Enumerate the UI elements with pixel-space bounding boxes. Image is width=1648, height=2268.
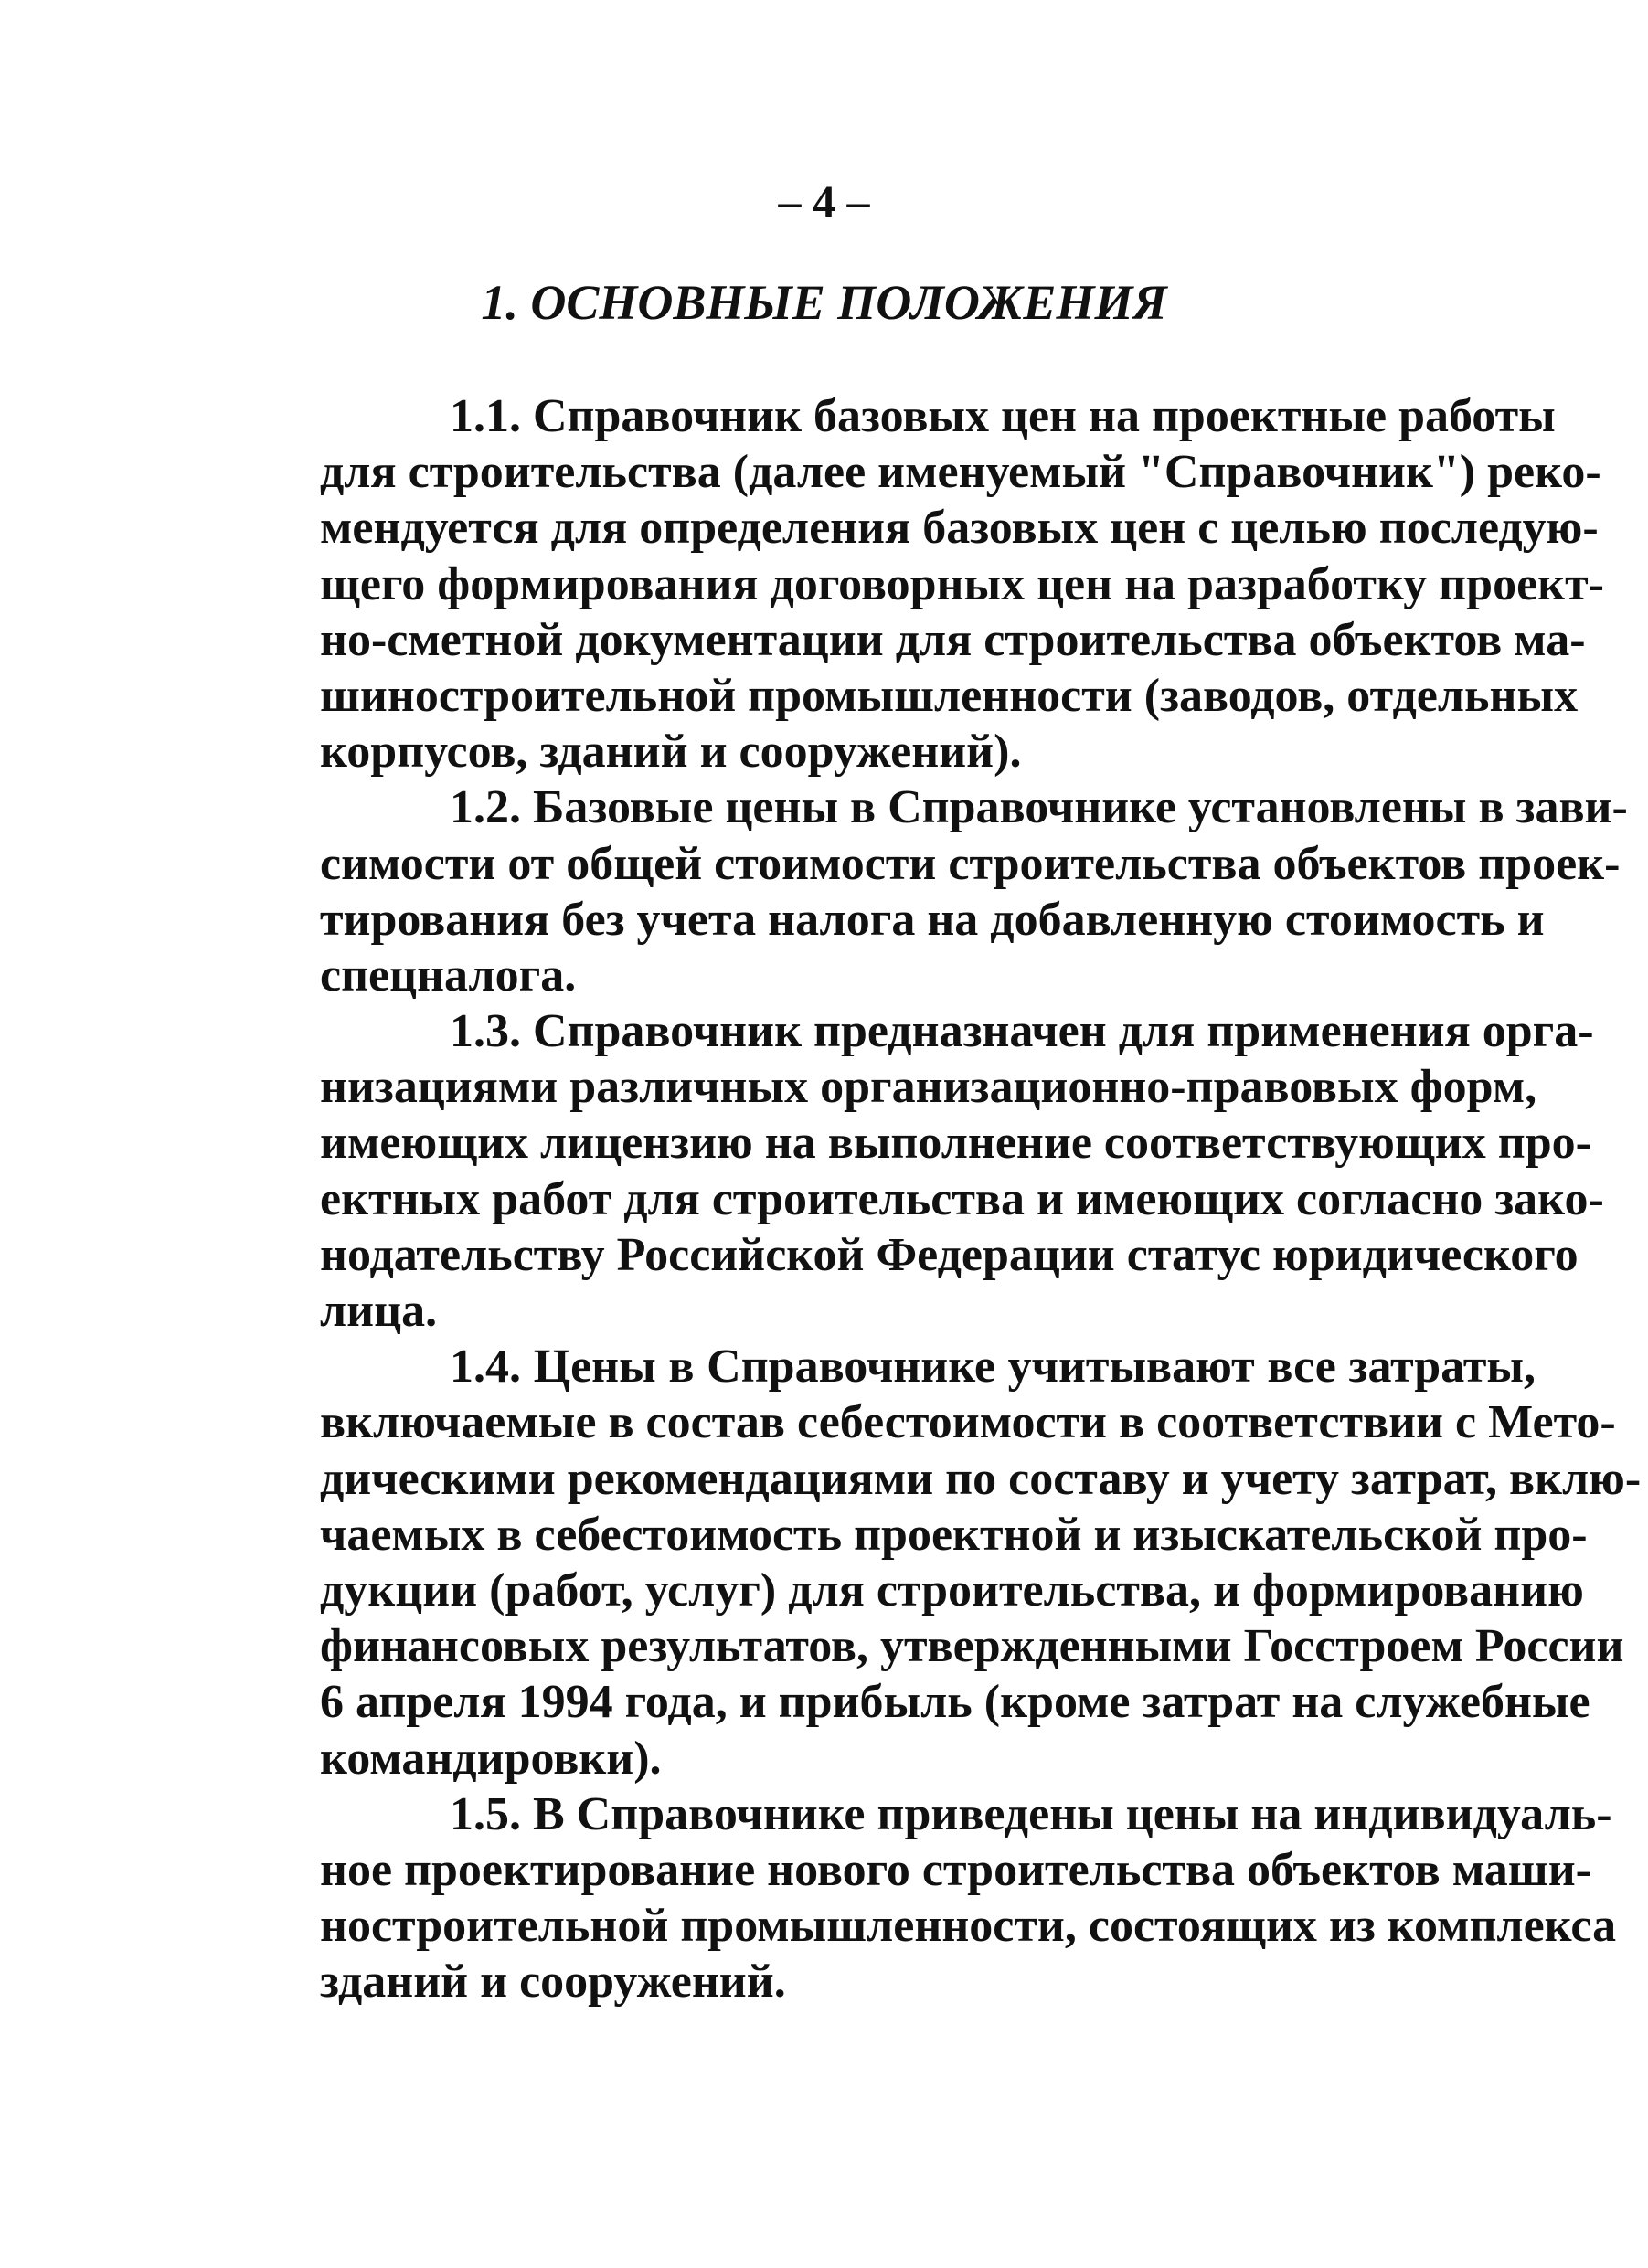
text-line: 1.1. Справочник базовых цен на проектные работы [450, 390, 1556, 442]
paragraph-1-2 [320, 779, 1628, 1003]
text-line: шиностроительной промышленности (заводов, отдельных [320, 669, 1579, 722]
text-line: ектных работ для строительства и имеющих согласно зако- [320, 1172, 1604, 1225]
text-line: щего формирования договорных цен на разработку проект- [320, 557, 1604, 610]
section-title: 1. ОСНОВНЫЕ ПОЛОЖЕНИЯ [481, 275, 1167, 330]
text-line: лица. [320, 1285, 438, 1337]
text-line: тирования без учета налога на добавленную стоимость и [320, 893, 1545, 946]
text-line: зданий и сооружений. [320, 1955, 786, 2008]
text-line: для строительства (далее именуемый "Справочник") реко- [320, 446, 1601, 499]
text-line: спецналога. [320, 949, 577, 1002]
paragraph-1-4 [320, 1339, 1642, 1786]
text-line: нодательству Российской Федерации статус юридического [320, 1228, 1579, 1281]
page-number: – 4 – [778, 175, 870, 227]
text-line: корпусов, зданий и сооружений). [320, 726, 1022, 779]
text-line: имеющих лицензию на выполнение соответствующих про- [320, 1117, 1591, 1170]
paragraph-1-1 [320, 388, 1604, 779]
text-line: мендуется для определения базовых цен с целью последую- [320, 502, 1599, 555]
text-line: чаемых в себестоимость проектной и изыскательской про- [320, 1508, 1588, 1561]
text-line: 1.2. Базовые цены в Справочнике установлены в зави- [450, 781, 1628, 834]
text-line: но-сметной документации для строительства объектов ма- [320, 613, 1586, 666]
text-line: командировки). [320, 1732, 662, 1785]
text-line: 1.3. Справочник предназначен для применения орга- [450, 1005, 1594, 1058]
text-line: 6 апреля 1994 года, и прибыль (кроме затрат на служебные [320, 1676, 1590, 1729]
text-line: 1.4. Цены в Справочнике учитывают все затраты, [450, 1341, 1536, 1394]
body-text [320, 388, 1642, 2009]
paragraph-1-5 [320, 1786, 1617, 2010]
text-line: дическими рекомендациями по составу и учету затрат, вклю- [320, 1452, 1642, 1505]
text-line: финансовых результатов, утвержденными Госстроем России [320, 1620, 1624, 1673]
text-line: ное проектирование нового строительства объектов маши- [320, 1843, 1591, 1896]
text-line: симости от общей стоимости строительства объектов проек- [320, 837, 1621, 890]
text-line: 1.5. В Справочнике приведены цены на индивидуаль- [450, 1787, 1612, 1840]
paragraph-1-3 [320, 1003, 1604, 1339]
text-line: дукции (работ, услуг) для строительства, и формированию [320, 1563, 1584, 1616]
text-line: ностроительной промышленности, состоящих из комплекса [320, 1900, 1617, 1953]
text-line: низациями различных организационно-правовых форм, [320, 1061, 1537, 1114]
text-line: включаемые в состав себестоимости в соответствии с Мето- [320, 1396, 1616, 1449]
